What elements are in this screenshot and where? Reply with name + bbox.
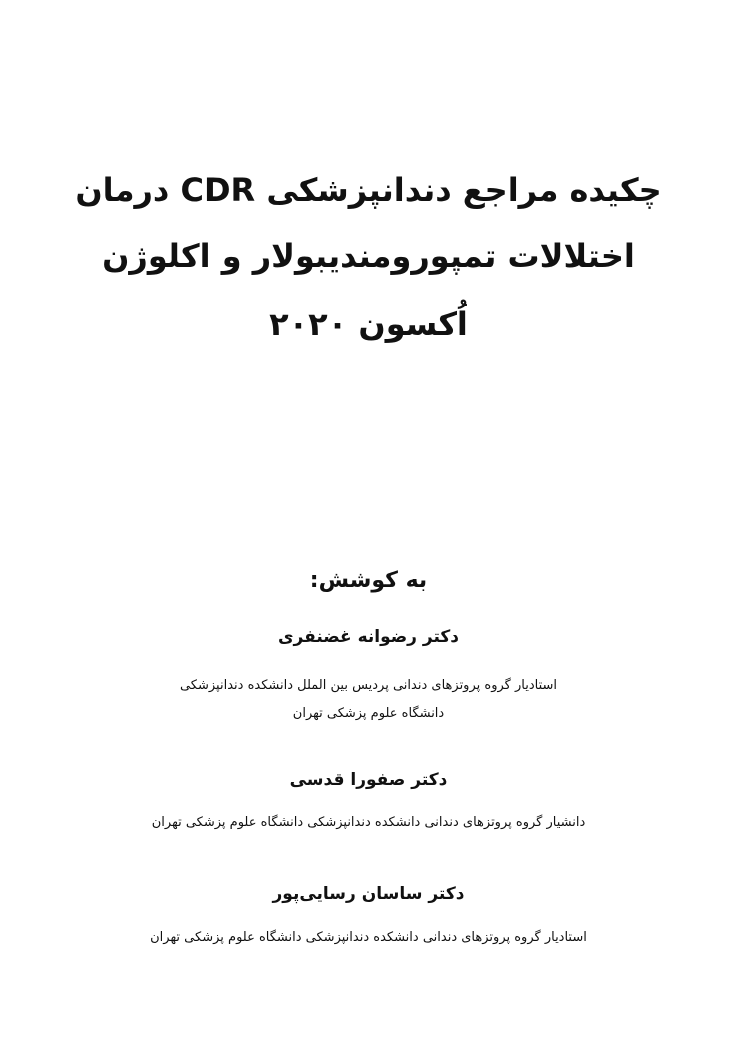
author-affiliation-2: دانشیار گروه پروتزهای دندانی دانشکده دندانپزشکی دانشگاه علوم پزشکی تهران — [151, 815, 586, 830]
author-name-1: دکتر رضوانه غضنفری — [277, 627, 460, 647]
book-title-line-1: چکیده مراجع دندانپزشکی CDR درمان — [75, 171, 662, 209]
author-affiliation-3: استادیار گروه پروتزهای دندانی دانشکده دندانپزشکی دانشگاه علوم پزشکی تهران — [150, 930, 587, 945]
author-name-2: دکتر صفورا قدسی — [289, 770, 448, 790]
book-title-line-3: اُکسون ۲۰۲۰ — [269, 305, 468, 343]
compiled-by-label: به کوشش: — [309, 568, 428, 593]
author-name-3: دکتر ساسان رسایی‌پور — [272, 884, 465, 904]
author-affiliation-1-line-2: دانشگاه علوم پزشکی تهران — [292, 706, 445, 721]
author-affiliation-1-line-1: استادیار گروه پروتزهای دندانی پردیس بین الملل دانشکده دندانپزشکی — [179, 678, 558, 693]
book-title-line-2: اختلالات تمپورومندیبولار و اکلوژن — [102, 237, 635, 275]
